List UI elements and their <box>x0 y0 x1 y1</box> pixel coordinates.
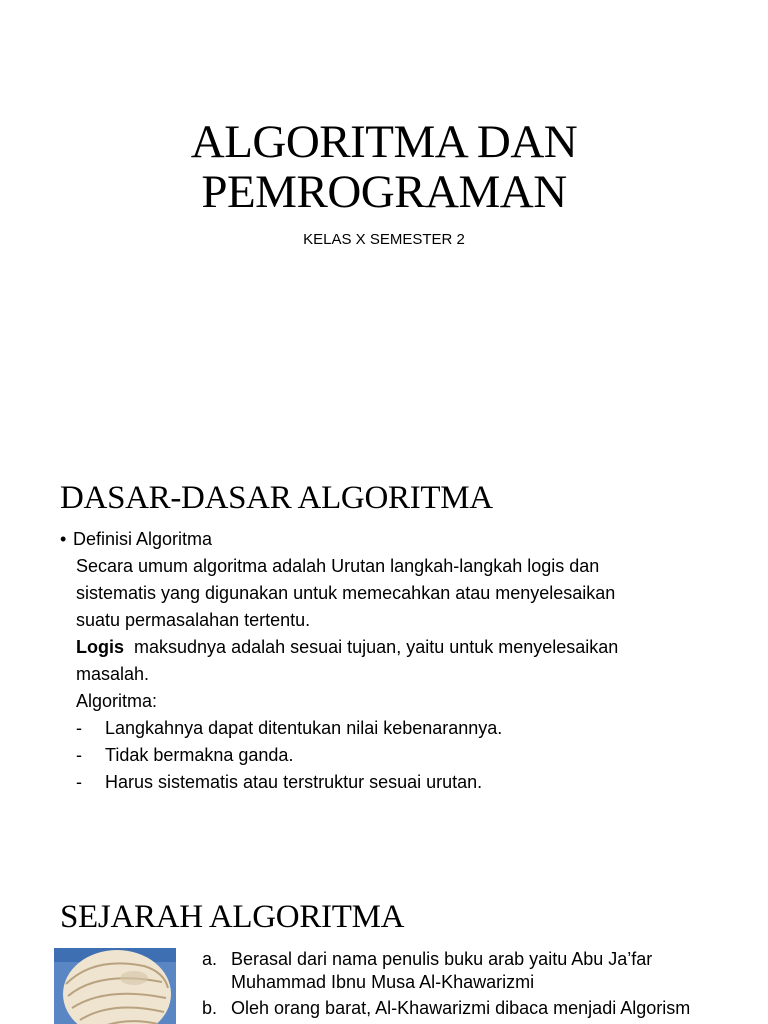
slide-heading: DASAR-DASAR ALGORITMA <box>60 480 493 516</box>
logis-term: Logis <box>76 637 124 657</box>
list-marker: b. <box>202 998 218 1018</box>
list-item-line: Berasal dari nama penulis buku arab yaitu Abu Ja’far <box>231 949 653 969</box>
dash-marker: - <box>76 718 82 738</box>
turban-portrait-image <box>54 948 176 1024</box>
bullet-label: Definisi Algoritma <box>73 529 213 549</box>
property-item: Harus sistematis atau terstruktur sesuai urutan. <box>105 772 483 792</box>
slide-heading: SEJARAH ALGORITMA <box>60 899 405 935</box>
slide-sejarah-algoritma <box>0 870 768 1024</box>
title-line-2: PEMROGRAMAN <box>201 166 567 218</box>
slide-title <box>0 0 768 430</box>
bullet-marker: • <box>60 529 67 549</box>
list-marker: a. <box>202 949 218 969</box>
property-item: Langkahnya dapat ditentukan nilai kebenarannya. <box>105 718 503 738</box>
logis-line-2: masalah. <box>76 664 150 684</box>
definition-line: suatu permasalahan tertentu. <box>76 610 311 630</box>
algoritma-label: Algoritma: <box>76 691 158 711</box>
dash-marker: - <box>76 745 82 765</box>
subtitle: KELAS X SEMESTER 2 <box>303 231 465 248</box>
list-item-line: Muhammad Ibnu Musa Al-Khawarizmi <box>231 972 535 992</box>
list-item-line: Oleh orang barat, Al-Khawarizmi dibaca menjadi Algorism <box>231 998 691 1018</box>
slide-dasar-algoritma <box>0 430 768 870</box>
property-item: Tidak bermakna ganda. <box>105 745 294 765</box>
dash-marker: - <box>76 772 82 792</box>
logis-rest: maksudnya adalah sesuai tujuan, yaitu untuk menyelesaikan <box>134 637 619 657</box>
definition-line: sistematis yang digunakan untuk memecahkan atau menyelesaikan <box>76 583 616 603</box>
logis-line <box>76 634 618 661</box>
definition-line: Secara umum algoritma adalah Urutan langkah-langkah logis dan <box>76 556 600 576</box>
title-line-1: ALGORITMA DAN <box>190 116 578 168</box>
